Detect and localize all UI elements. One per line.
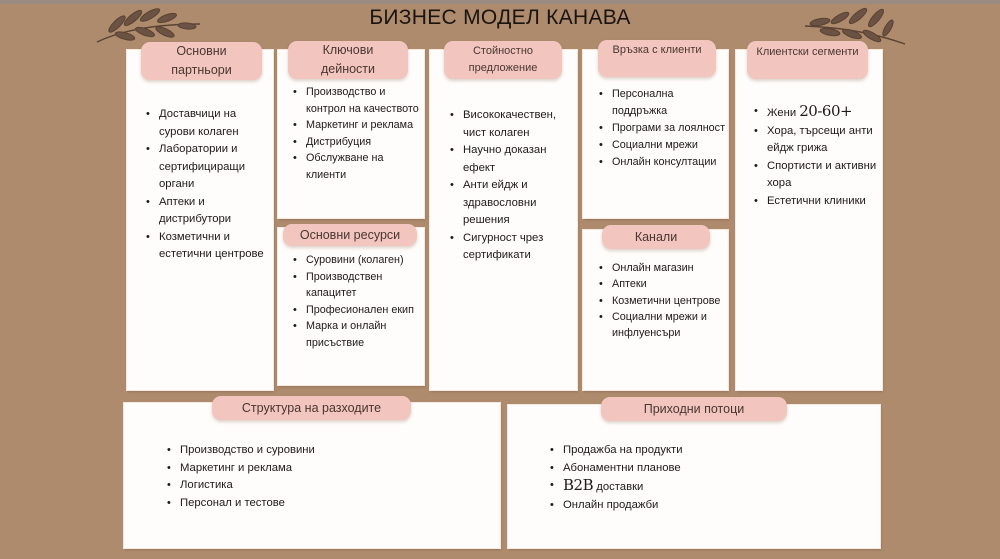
list-cost-structure bbox=[167, 442, 467, 512]
list-key-resources bbox=[293, 252, 421, 351]
list-item: • Доставчици на сурови колаген bbox=[146, 106, 270, 141]
list-customer-segments bbox=[754, 103, 882, 210]
list-item: • Естетични клиники bbox=[754, 193, 882, 211]
list-item: • Онлайн магазин bbox=[599, 260, 727, 276]
tab-cost-structure bbox=[212, 396, 411, 420]
list-key-partners bbox=[146, 106, 270, 264]
list-item: • Обслужване на клиенти bbox=[293, 150, 425, 183]
tab-label: Структура на разходите bbox=[241, 400, 382, 415]
b2b-suffix: доставки bbox=[593, 481, 644, 493]
list-item: • Производство и суровини bbox=[167, 442, 467, 460]
list-item: • Продажба на продукти bbox=[550, 442, 850, 460]
list-item: • Персонал и тестове bbox=[167, 495, 467, 513]
list-item: • Лаборатории и сертифициращи органи bbox=[146, 141, 270, 194]
tab-label: Приходни потоци bbox=[643, 401, 745, 416]
list-item: • Абонаментни планове bbox=[550, 460, 850, 478]
list-item: • Сигурност чрез сертификати bbox=[450, 230, 576, 265]
segment-age-range: 20-60+ bbox=[799, 102, 853, 120]
list-item bbox=[550, 477, 850, 497]
list-item: • Производство и контрол на качеството bbox=[293, 84, 425, 117]
tab-label: Канали bbox=[634, 229, 678, 244]
tab-label-line1: Основни bbox=[176, 44, 227, 58]
list-item: • Висококачествен, чист колаген bbox=[450, 107, 576, 142]
list-customer-relationships bbox=[599, 86, 727, 171]
list-item: • Суровини (колаген) bbox=[293, 252, 421, 269]
card-customer-segments bbox=[736, 50, 882, 390]
tab-key-resources bbox=[283, 224, 417, 246]
tab-customer-segments bbox=[747, 41, 868, 79]
list-value-proposition bbox=[450, 107, 576, 265]
list-item: • Козметични центрове bbox=[599, 293, 727, 309]
tab-label-line1: Ключови bbox=[322, 43, 374, 57]
list-item: • Анти ейдж и здравословни решения bbox=[450, 177, 576, 230]
list-item bbox=[754, 103, 882, 123]
list-item: • Онлайн продажби bbox=[550, 497, 850, 515]
tab-label-line1: Стойностно bbox=[472, 45, 534, 57]
list-revenue-streams bbox=[550, 442, 850, 514]
list-item: • Програми за лоялност bbox=[599, 120, 727, 137]
tab-label-line2: предложение bbox=[468, 62, 538, 74]
list-item: • Марка и онлайн присъствие bbox=[293, 318, 421, 351]
tab-label: Основни ресурси bbox=[299, 227, 401, 242]
segment-prefix: Жени bbox=[767, 107, 800, 119]
list-item: • Научно доказан ефект bbox=[450, 142, 576, 177]
tab-key-activities bbox=[288, 41, 408, 79]
list-item: • Професионален екип bbox=[293, 302, 421, 319]
tab-channels bbox=[602, 225, 710, 249]
list-item: • Производствен капацитет bbox=[293, 269, 421, 302]
list-item: • Онлайн консултации bbox=[599, 154, 727, 171]
tab-label: Клиентски сегменти bbox=[756, 46, 859, 58]
list-key-activities bbox=[293, 84, 425, 183]
list-item: • Персонална поддръжка bbox=[599, 86, 727, 120]
tab-label: Връзка с клиенти bbox=[612, 44, 702, 56]
list-channels bbox=[599, 260, 727, 341]
tab-key-partners bbox=[141, 42, 262, 80]
list-item: • Социални мрежи и инфлуенсъри bbox=[599, 309, 727, 342]
list-item: • Спортисти и активни хора bbox=[754, 158, 882, 193]
tab-value-proposition bbox=[444, 41, 562, 79]
list-item: • Козметични и естетични центрове bbox=[146, 229, 270, 264]
tab-label-line2: дейности bbox=[320, 62, 376, 76]
tab-customer-relationships bbox=[598, 40, 716, 77]
list-item: • Социални мрежи bbox=[599, 137, 727, 154]
b2b-label: B2B bbox=[563, 476, 594, 494]
list-item: • Хора, търсещи анти ейдж грижа bbox=[754, 123, 882, 158]
list-item: • Аптеки и дистрибутори bbox=[146, 194, 270, 229]
top-strip bbox=[0, 0, 1000, 4]
list-item: • Маркетинг и реклама bbox=[167, 460, 467, 478]
list-item: • Дистрибуция bbox=[293, 134, 425, 151]
list-item: • Аптеки bbox=[599, 276, 727, 292]
list-item: • Маркетинг и реклама bbox=[293, 117, 425, 134]
tab-revenue-streams bbox=[601, 397, 787, 421]
tab-label-line2: партньори bbox=[171, 63, 232, 77]
page-title: БИЗНЕС МОДЕЛ КАНАВА bbox=[369, 6, 631, 29]
list-item: • Логистика bbox=[167, 477, 467, 495]
